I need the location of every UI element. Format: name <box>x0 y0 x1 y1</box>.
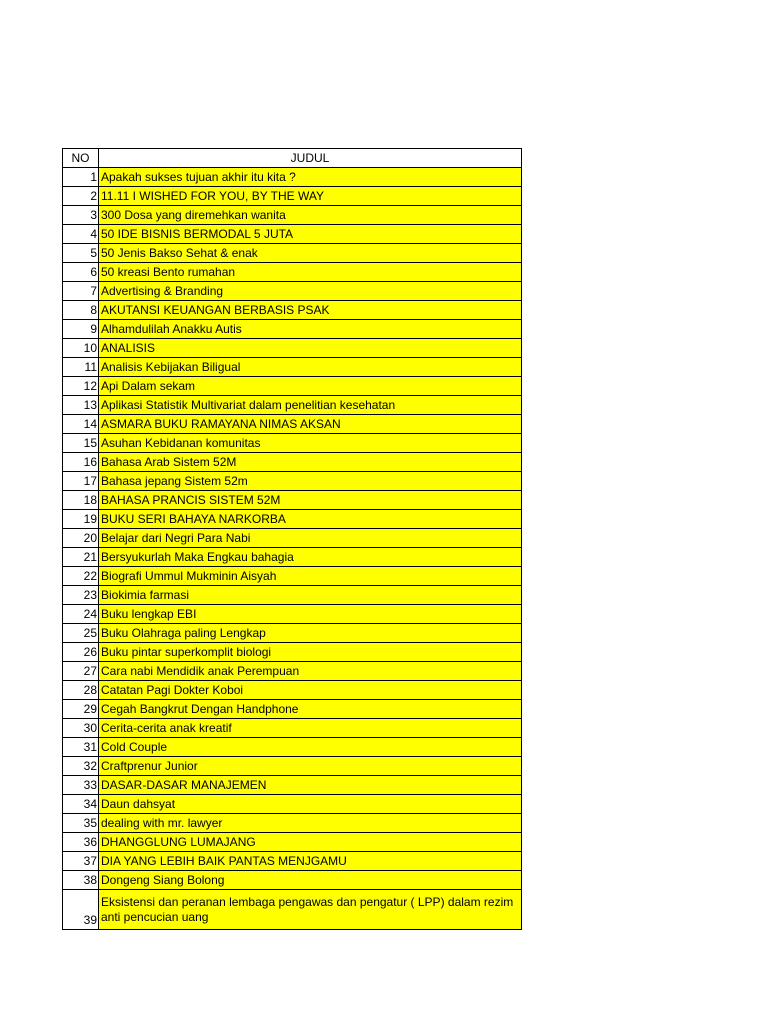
table-row <box>63 700 522 719</box>
row-title: AKUTANSI KEUANGAN BERBASIS PSAK <box>99 301 522 320</box>
table-row <box>63 491 522 510</box>
row-number: 37 <box>63 852 99 871</box>
row-number: 29 <box>63 700 99 719</box>
row-number: 30 <box>63 719 99 738</box>
table-row <box>63 795 522 814</box>
row-number: 26 <box>63 643 99 662</box>
row-number: 20 <box>63 529 99 548</box>
row-title: Buku pintar superkomplit biologi <box>99 643 522 662</box>
row-number: 14 <box>63 415 99 434</box>
row-title: Buku Olahraga paling Lengkap <box>99 624 522 643</box>
row-title: BUKU SERI BAHAYA NARKORBA <box>99 510 522 529</box>
row-title: Bahasa jepang Sistem 52m <box>99 472 522 491</box>
table-row <box>63 263 522 282</box>
table-body <box>63 168 522 930</box>
table-row <box>63 225 522 244</box>
row-title: DIA YANG LEBIH BAIK PANTAS MENJGAMU <box>99 852 522 871</box>
table-row <box>63 833 522 852</box>
row-title: 300 Dosa yang diremehkan wanita <box>99 206 522 225</box>
table-row <box>63 415 522 434</box>
row-number: 25 <box>63 624 99 643</box>
row-number: 1 <box>63 168 99 187</box>
column-header-no: NO <box>63 149 99 168</box>
row-number: 17 <box>63 472 99 491</box>
row-title: DHANGGLUNG LUMAJANG <box>99 833 522 852</box>
row-title: Bersyukurlah Maka Engkau bahagia <box>99 548 522 567</box>
row-title: Buku lengkap EBI <box>99 605 522 624</box>
row-title: 50 Jenis Bakso Sehat & enak <box>99 244 522 263</box>
row-number: 2 <box>63 187 99 206</box>
row-number: 24 <box>63 605 99 624</box>
row-number: 22 <box>63 567 99 586</box>
row-number: 21 <box>63 548 99 567</box>
table-row <box>63 206 522 225</box>
row-title: 11.11 I WISHED FOR YOU, BY THE WAY <box>99 187 522 206</box>
row-number: 27 <box>63 662 99 681</box>
table-row <box>63 871 522 890</box>
table-row <box>63 814 522 833</box>
row-number: 8 <box>63 301 99 320</box>
row-number: 5 <box>63 244 99 263</box>
row-number: 15 <box>63 434 99 453</box>
table-row <box>63 529 522 548</box>
row-number: 38 <box>63 871 99 890</box>
table-row <box>63 719 522 738</box>
table-row <box>63 244 522 263</box>
row-title: ANALISIS <box>99 339 522 358</box>
row-number: 6 <box>63 263 99 282</box>
row-title: Alhamdulilah Anakku Autis <box>99 320 522 339</box>
table-row <box>63 852 522 871</box>
row-number: 11 <box>63 358 99 377</box>
table-row <box>63 586 522 605</box>
table-row <box>63 624 522 643</box>
table-row <box>63 510 522 529</box>
row-number: 35 <box>63 814 99 833</box>
row-number: 32 <box>63 757 99 776</box>
row-number: 39 <box>63 890 99 930</box>
table-row <box>63 548 522 567</box>
row-title: ASMARA BUKU RAMAYANA NIMAS AKSAN <box>99 415 522 434</box>
table-row <box>63 358 522 377</box>
row-number: 10 <box>63 339 99 358</box>
row-number: 33 <box>63 776 99 795</box>
row-title: Apakah sukses tujuan akhir itu kita ? <box>99 168 522 187</box>
row-title: BAHASA PRANCIS SISTEM 52M <box>99 491 522 510</box>
row-number: 12 <box>63 377 99 396</box>
row-number: 9 <box>63 320 99 339</box>
row-number: 23 <box>63 586 99 605</box>
row-title: Daun dahsyat <box>99 795 522 814</box>
row-title: Cold Couple <box>99 738 522 757</box>
table-row <box>63 567 522 586</box>
row-title: Cerita-cerita anak kreatif <box>99 719 522 738</box>
row-title: 50 kreasi Bento rumahan <box>99 263 522 282</box>
row-title: Biografi Ummul Mukminin Aisyah <box>99 567 522 586</box>
table-row <box>63 453 522 472</box>
row-number: 36 <box>63 833 99 852</box>
row-title: 50 IDE BISNIS BERMODAL 5 JUTA <box>99 225 522 244</box>
row-title: Belajar dari Negri Para Nabi <box>99 529 522 548</box>
row-number: 4 <box>63 225 99 244</box>
table-row <box>63 320 522 339</box>
header-row <box>63 149 522 168</box>
row-title: Analisis Kebijakan Biligual <box>99 358 522 377</box>
row-number: 31 <box>63 738 99 757</box>
row-number: 7 <box>63 282 99 301</box>
row-title: Api Dalam sekam <box>99 377 522 396</box>
row-title: DASAR-DASAR MANAJEMEN <box>99 776 522 795</box>
table-row <box>63 738 522 757</box>
table-row <box>63 662 522 681</box>
table-row <box>63 434 522 453</box>
row-number: 16 <box>63 453 99 472</box>
row-title: Bahasa Arab Sistem 52M <box>99 453 522 472</box>
row-number: 28 <box>63 681 99 700</box>
row-title: Asuhan Kebidanan komunitas <box>99 434 522 453</box>
table-row <box>63 757 522 776</box>
table-row <box>63 377 522 396</box>
row-number: 19 <box>63 510 99 529</box>
row-title: Biokimia farmasi <box>99 586 522 605</box>
table-row <box>63 605 522 624</box>
column-header-judul: JUDUL <box>99 149 522 168</box>
row-title: Cegah Bangkrut Dengan Handphone <box>99 700 522 719</box>
book-title-table <box>62 148 522 930</box>
row-number: 18 <box>63 491 99 510</box>
row-number: 3 <box>63 206 99 225</box>
table-row <box>63 301 522 320</box>
table-row <box>63 282 522 301</box>
row-number: 34 <box>63 795 99 814</box>
table-row <box>63 472 522 491</box>
table-row <box>63 168 522 187</box>
row-title: Aplikasi Statistik Multivariat dalam penelitian kesehatan <box>99 396 522 415</box>
row-title: Cara nabi Mendidik anak Perempuan <box>99 662 522 681</box>
row-title: Catatan Pagi Dokter Koboi <box>99 681 522 700</box>
row-title: Eksistensi dan peranan lembaga pengawas dan pengatur ( LPP) dalam rezim anti pencucian uang <box>99 890 522 930</box>
row-title: dealing with mr. lawyer <box>99 814 522 833</box>
row-title: Craftprenur Junior <box>99 757 522 776</box>
table-row <box>63 339 522 358</box>
table-row <box>63 890 522 930</box>
table-row <box>63 776 522 795</box>
row-title: Dongeng Siang Bolong <box>99 871 522 890</box>
row-title: Advertising & Branding <box>99 282 522 301</box>
table-row <box>63 187 522 206</box>
table-row <box>63 643 522 662</box>
table-row <box>63 396 522 415</box>
row-number: 13 <box>63 396 99 415</box>
table-row <box>63 681 522 700</box>
